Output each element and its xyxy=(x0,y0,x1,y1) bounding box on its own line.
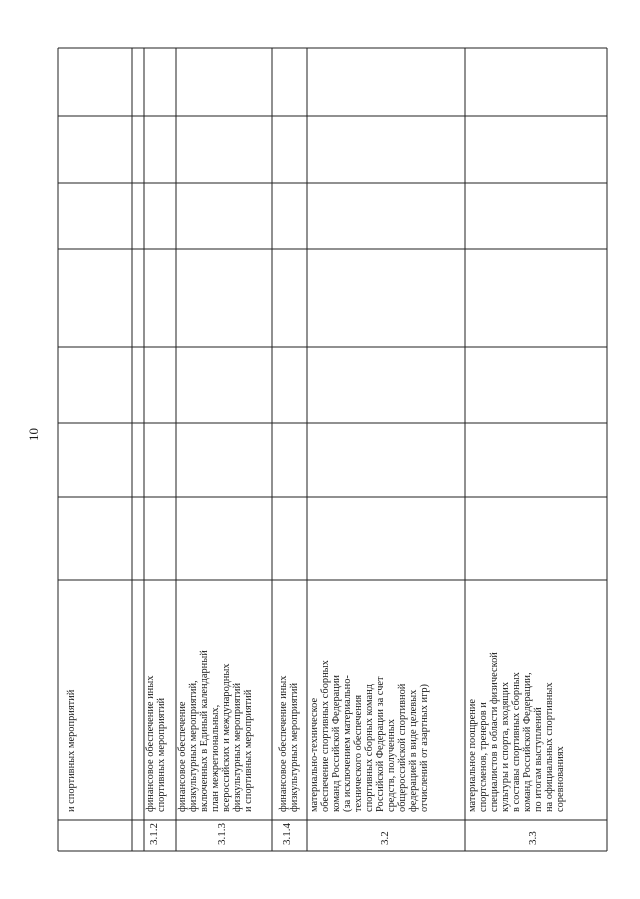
row-3-number: 3.1.4 xyxy=(281,823,293,845)
page-number: 10 xyxy=(26,428,41,441)
row-3-description: финансовое обеспечение иных физкультурных мероприятий xyxy=(278,675,300,812)
row-1-description: финансовое обеспечение иных спортивных мероприятий xyxy=(145,675,167,812)
row-5-description: материальное поощрение спортсменов, тренеров и специалистов в области физической культуры и спорта, входящих в составы спортивных сборных команд Российской Федерации, по итогам выступлений на официальных спортивных соревнованиях xyxy=(467,652,566,812)
row-5-number: 3.3 xyxy=(527,831,539,845)
row-0-description: и спортивных мероприятий xyxy=(66,689,77,812)
row-2-number: 3.1.3 xyxy=(216,823,228,845)
row-2-description: финансовое обеспечение физкультурных мероприятий, включенных в Единый календарный план межрегиональных, всероссийских и международных физкультурных мероприятий и спортивных мероприятий xyxy=(177,650,254,812)
row-1-number: 3.1.2 xyxy=(148,823,160,845)
row-4-number: 3.2 xyxy=(379,831,391,845)
row-4-description: материально-техническое обеспечение спортивных сборных команд Российской Федерации (за исключением материально- технического обеспечения спортивных сборных команд Российской Федерации за счет средств, полученных общероссийской спортивной федерацией в виде целевых отчислений от азартных игр) xyxy=(309,660,430,812)
